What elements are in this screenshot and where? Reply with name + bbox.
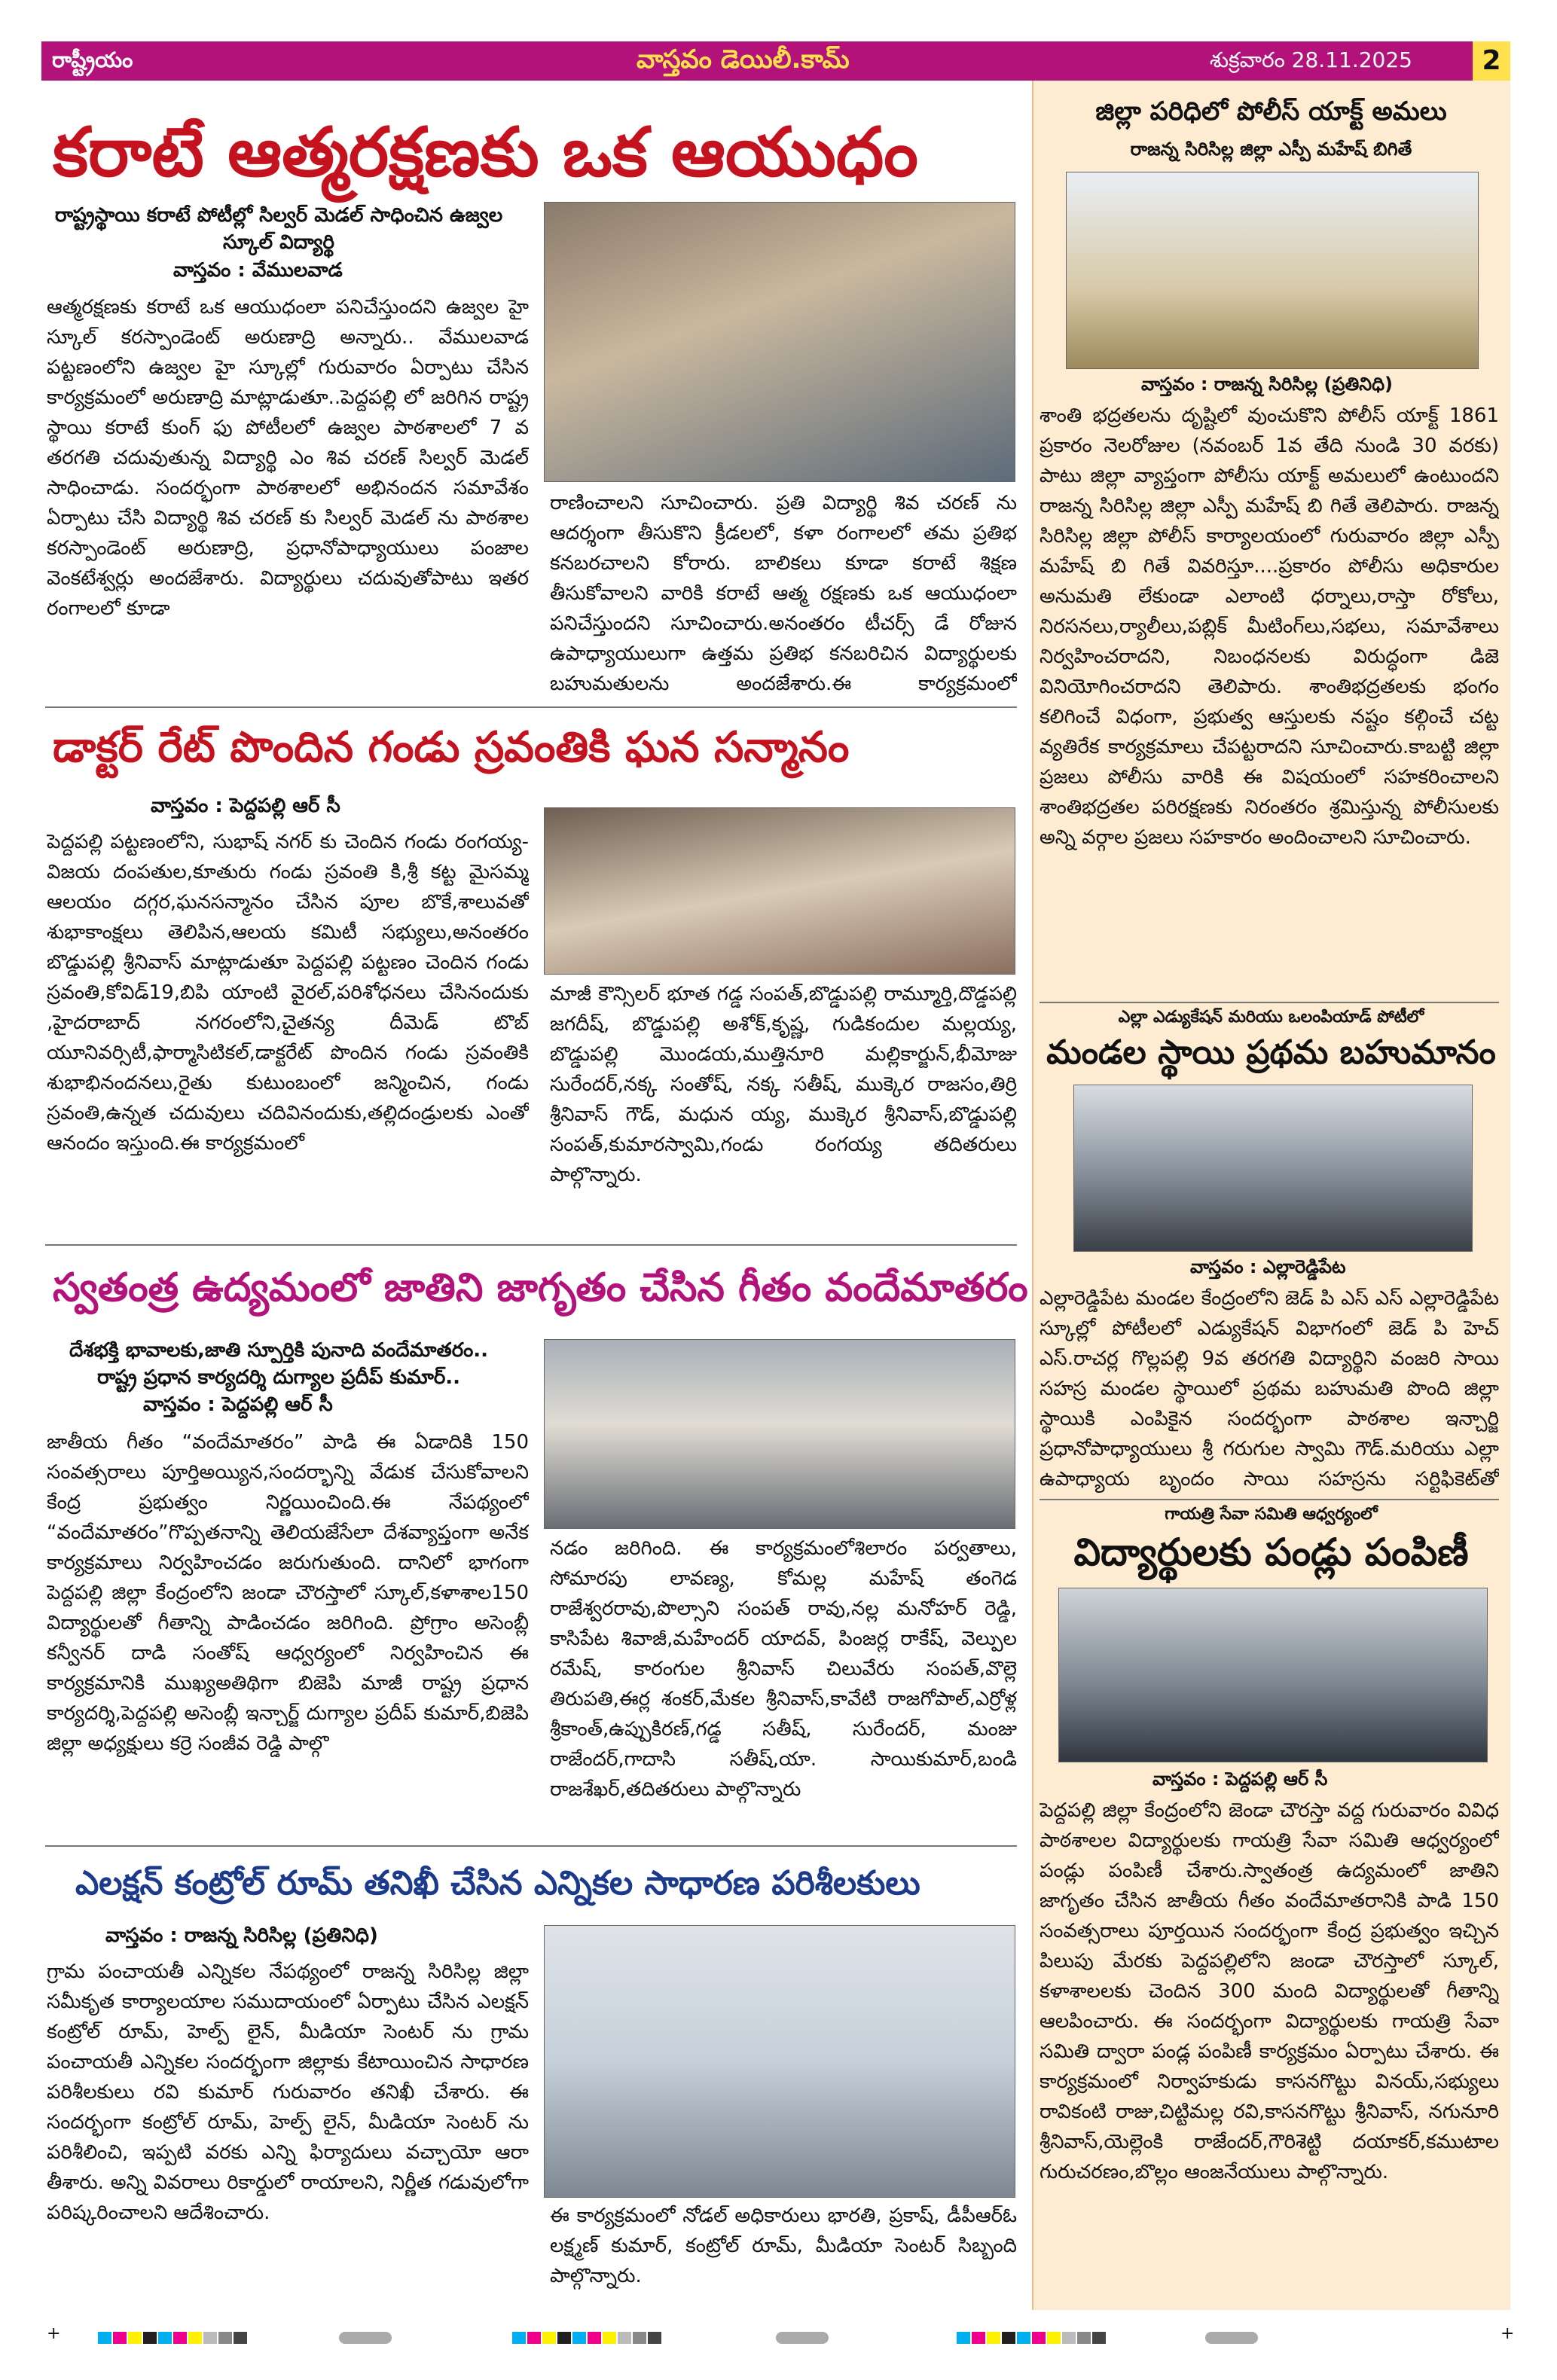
color-bar-swatch [1017, 2332, 1030, 2344]
color-bar-swatch [588, 2332, 601, 2344]
registration-pill [1205, 2332, 1258, 2344]
color-bar-swatch [972, 2332, 985, 2344]
story5-dateline: వాస్తవం : రాజన్న సిరిసిల్ల (ప్రతినిధి) [1141, 374, 1394, 395]
story-divider [1040, 1002, 1499, 1003]
section-label: రాష్ట్రీయం [52, 47, 133, 72]
story4-headline: ఎలక్షన్ కంట్రోల్ రూమ్ తనిఖీ చేసిన ఎన్నికల సాధారణ పరిశీలకులు [75, 1864, 920, 1902]
story-divider [45, 1244, 1017, 1246]
story3-subhead: దేశభక్తి భావాలకు,జాతి స్పూర్తికి పునాది వందేమాతరం.. రాష్ట్ర ప్రధాన కార్యదర్శి దుగ్యాల ప్రదీప్ కుమార్.. [69, 1339, 489, 1389]
story3-headline: స్వతంత్ర ఉద్యమంలో జాతిని జాగృతం చేసిన గీతం వందేమాతరం [53, 1265, 1028, 1311]
story4-col2: ఈ కార్యక్రమంలో నోడల్ అధికారులు భారతి, ప్రకాష్, డీపీఆర్ఓ లక్ష్మణ్ కుమార్, కంట్రోల్ రూమ్, మీడియా సెంటర్ సిబ్బంది పాల్గొన్నారు. [550, 2205, 1017, 2287]
story4-dateline: వాస్తవం : రాజన్న సిరిసిల్ల (ప్రతినిధి) [105, 1924, 378, 1947]
color-bar-swatch [98, 2332, 111, 2344]
page-number: 2 [1473, 41, 1510, 81]
color-bar-swatch [1032, 2332, 1046, 2344]
color-bars [0, 2329, 1557, 2348]
color-bar-swatch [1092, 2332, 1106, 2344]
story2-dateline: వాస్తవం : పెద్దపల్లి ఆర్ సీ [151, 795, 340, 817]
story5-headline: జిల్లా పరిధిలో పోలీస్ యాక్ట్ అమలు [1095, 96, 1447, 127]
color-bar-swatch [527, 2332, 541, 2344]
story1-col2: రాణించాలని సూచించారు. ప్రతి విద్యార్థి శివ చరణ్ ను ఆదర్శంగా తీసుకొని క్రీడలలో, కళా రంగాలలో తమ ప్రతిభ కనబరచాలని కోరారు. బాలికలు కూడా కరాటే శిక్షణ తీసుకోవాలని వారికి కరాటే ఆత్మ రక్షణకు ఒక ఆయుధంలా పనిచేస్తుందని సూచించారు.అనంతరం టీచర్స్ డే రోజున ఉపాధ్యాయులుగా ఉత్తమ ప్రతిభ కనబరిచిన విద్యార్థులకు బహుమతులను అందజేశారు.ఈ కార్యక్రమంలో [550, 492, 1017, 695]
issue-date: శుక్రవారం 28.11.2025 [1209, 47, 1412, 72]
color-bar-swatch [557, 2332, 571, 2344]
color-bar-swatch [143, 2332, 157, 2344]
color-bar-swatch [203, 2332, 217, 2344]
story5-body: శాంతి భద్రతలను దృష్టిలో వుంచుకొని పోలీస్ యాక్ట్ 1861 ప్రకారం నెలరోజుల (నవంబర్ 1వ తేది నుండి 30 వరకు) పాటు జిల్లా వ్యాప్తంగా పోలీసు యాక్ట్ అమలులో ఉంటుందని రాజన్న సిరిసిల్ల జిల్లా ఎస్పీ మహేష్ బి గితే తెలిపారు. రాజన్న సిరిసిల్ల జిల్లా పోలీస్ కార్యాలయంలో గురువారం జిల్లా ఎస్పీ మహేష్ బి గితే వివరిస్తూ....ప్రకారం పోలీసు అధికారుల అనుమతి లేకుండా ఎలాంటి ధర్నాలు,రాస్తా రోకోలు, నిరసనలు,ర్యాలీలు,పబ్లిక్ మీటింగ్‌లు,సభలు, సమావేశాలు నిర్వహించరాదని, నిబంధనలకు విరుద్ధంగా డిజె వినియోగించరాదని తెలిపారు. శాంతిభద్రతలకు భంగం కలిగించే విధంగా, ప్రభుత్వ ఆస్తులకు నష్టం కల్గించే చట్ట వ్యతిరేక కార్యక్రమాలు చేపట్టరాదని సూచించారు.కాబట్టి జిల్లా ప్రజలు పోలీసు వారికి ఈ విషయంలో సహకరించాలని శాంతిభద్రతల పరిరక్షణకు నిరంతరం శ్రమిస్తున్న పోలీసులకు అన్ని వర్గాల ప్రజలు సహకారం అందించాలని సూచించారు. [1040, 404, 1499, 849]
story6-dateline: వాస్తవం : ఎల్లారెడ్డిపేట [1190, 1256, 1346, 1277]
color-bar-swatch [1002, 2332, 1015, 2344]
color-bar-swatch [542, 2332, 556, 2344]
registration-pill [776, 2332, 829, 2344]
story4-col1: గ్రామ పంచాయతీ ఎన్నికల నేపథ్యంలో రాజన్న సిరిసిల్ల జిల్లా సమీకృత కార్యాలయాల సముదాయంలో ఏర్పాటు చేసిన ఎలక్షన్ కంట్రోల్ రూమ్, హెల్ప్ లైన్, మీడియా సెంటర్ ను గ్రామ పంచాయతీ ఎన్నికల సందర్భంగా జిల్లాకు కేటాయించిన సాధారణ పరిశీలకులు రవి కుమార్ గురువారం తనిఖీ చేశారు. ఈ సందర్భంగా కంట్రోల్ రూమ్, హెల్ప్ లైన్, మీడియా సెంటర్ ను పరిశీలించి, ఇప్పటి వరకు ఎన్ని ఫిర్యాదులు వచ్చాయో ఆరా తీశారు. అన్ని వివరాలు రికార్డులో రాయాలని, నిర్ణీత గడువులోగా పరిష్కరించాలని ఆదేశించారు. [47, 1960, 529, 2224]
color-bar-swatch [603, 2332, 616, 2344]
story7-headline: విద్యార్థులకు పండ్లు పంపిణీ [1073, 1530, 1469, 1574]
color-bar-swatch [572, 2332, 586, 2344]
story4-photo [544, 1925, 1015, 2198]
story5-subhead: రాజన్న సిరిసిల్ల జిల్లా ఎస్పీ మహేష్ బిగితే [1130, 139, 1412, 160]
story5-photo [1066, 172, 1479, 369]
story3-col2: నడం జరిగింది. ఈ కార్యక్రమంలోశిలారం పర్వతాలు, సోమారపు లావణ్య, కోమల్ల మహేష్ తంగెడ రాజేశ్వరరావు,పొల్సాని సంపత్ రావు,నల్ల మనోహర్ రెడ్డి, కాసిపేట శివాజీ,మహేందర్ యాదవ్, పింజర్ల రాకేష్, వెల్పుల రమేష్, కారంగుల శ్రీనివాస్ చిలువేరు సంపత్,వొల్లె తిరుపతి,ఈర్ల శంకర్,మేకల శ్రీనివాస్,కావేటి రాజగోపాల్,ఎర్రోళ్ల శ్రీకాంత్,ఉప్పుకిరణ్,గడ్డ సతీష్, సురేందర్, మంజు రాజేందర్,గాదాసి సతీష్,యా. సాయికుమార్,బండి రాజశేఖర్,తదితరులు పాల్గొన్నారు [550, 1537, 1017, 1801]
color-bar-swatch [957, 2332, 970, 2344]
story2-col2: మాజీ కౌన్సిలర్ భూత గడ్డ సంపత్,బొడ్డుపల్లి రామ్మూర్తి,దొడ్డపల్లి జగదీష్, బొడ్డుపల్లి అశోక్,కృష్ణ, గుడికందుల మల్లయ్య, బొడ్డుపల్లి మొండయ,ముత్తినూరి మల్లికార్జున్,భీమోజు సురేందర్,నక్క సంతోష్, నక్క సతీష్, ముక్కెర రాజసం,తిర్రి శ్రీనివాస్ గౌడ్, మధున య్య, ముక్కెర శ్రీనివాస్,బొడ్డుపల్లి సంపత్,కుమారస్వామి,గండు రంగయ్య తదితరులు పాల్గొన్నారు. [550, 983, 1017, 1186]
story6-photo [1073, 1085, 1473, 1252]
story6-body: ఎల్లారెడ్డిపేట మండల కేంద్రంలోని జెడ్ పి ఎస్ ఎస్ ఎల్లారెడ్డిపేట స్కూల్లో పోటీలలో ఎడ్యుకేషన్ విభాగంలో జెడ్ పి హెచ్ ఎస్.రాచర్ల గొల్లపల్లి 9వ తరగతి విద్యార్థిని వంజరి సాయి సహస్ర మండల స్థాయిలో ప్రథమ బహుమతి పొంది జిల్లా స్థాయికి ఎంపికైన సందర్భంగా పాఠశాల ఇన్చార్జి ప్రధానోపాధ్యాయులు శ్రీ గరుగుల స్వామి గౌడ్.మరియు ఎల్లా ఉపాధ్యాయ బృందం సాయి సహస్రను సర్టిఫికెట్‌తో [1040, 1287, 1499, 1491]
story2-headline: డాక్టర్ రేట్ పొందిన గండు స్రవంతికి ఘన సన్మానం [53, 723, 850, 772]
story7-dateline: వాస్తవం : పెద్దపల్లి ఆర్ సీ [1152, 1768, 1328, 1790]
story2-col1: పెద్దపల్లి పట్టణంలోని, సుభాష్ నగర్ కు చెందిన గండు రంగయ్య- విజయ దంపతుల,కూతురు గండు స్రవంతి కి,శ్రీ కట్ట మైసమ్మ ఆలయం దగ్గర,ఘనసన్మానం చేసిన పూల బొకే,శాలువతో శుభాకాంక్షలు తెలిపిన,ఆలయ కమిటీ సభ్యులు,అనంతరం బొడ్డుపల్లి శ్రీనివాస్ మాట్లాడుతూ పెద్దపల్లి పట్టణం చెందిన గండు స్రవంతి,కోవిడ్19,బిపి యాంటి వైరల్,పరిశోధనలు చేసినందుకు ,హైదరాబాద్ నగరంలోని,చైతన్య దీమెడ్ టొబ్ యూనివర్సిటీ,ఫార్మాసిటికల్,డాక్టరేట్ పొందిన గండు స్రవంతికి శుభాభినందనలు,రైతు కుటుంబంలో జన్మించిన, గండు స్రవంతి,ఉన్నత చదువులు చదివినందుకు,తల్లిదండ్రులకు ఎంతో ఆనందం ఇస్తుంది.ఈ కార్యక్రమంలో [47, 831, 529, 1155]
color-bar-swatch [113, 2332, 127, 2344]
story1-dateline: వాస్తవం : వేములవాడ [173, 259, 343, 282]
color-bar-swatch [648, 2332, 661, 2344]
story6-kicker: ఎల్లా ఎడ్యుకేషన్ మరియు ఒలంపియాడ్ పోటీలో [1118, 1008, 1424, 1027]
story3-col1: జాతీయ గీతం “వందేమాతరం” పాడి ఈ ఏడాదికి 150 సంవత్సరాలు పూర్తిఅయ్యిన,సందర్భాన్ని వేడుక చేసుకోవాలని కేంద్ర ప్రభుత్వం నిర్ణయించింది.ఈ నేపథ్యంలో “వందేమాతరం”గొప్పతనాన్ని తెలియజేసేలా దేశవ్యాప్తంగా అనేక కార్యక్రమాలు నిర్వహించడం జరుగుతుంది. దానిలో భాగంగా పెద్దపల్లి జిల్లా కేంద్రంలోని జండా చౌరస్తాలో స్కూల్,కళాశాల150 విద్యార్థులతో గీతాన్ని పాడించడం జరిగింది. ప్రోగ్రాం అసెంబ్లీ కన్వీనర్ దాడి సంతోష్ ఆధ్వర్యంలో నిర్వహించిన ఈ కార్యక్రమానికి ముఖ్యఅతిథిగా బిజెపి మాజీ రాష్ట్ర ప్రధాన కార్యదర్శి,పెద్దపల్లి అసెంబ్లీ ఇన్చార్జ్ దుగ్యాల ప్రదీప్ కుమార్,బిజెపి జిల్లా అధ్యక్షులు కర్రె సంజీవ రెడ్డి పాల్గొ [47, 1431, 529, 1755]
color-bar-swatch [128, 2332, 142, 2344]
color-bar-swatch [173, 2332, 187, 2344]
story-divider [45, 1845, 1017, 1847]
registration-pill [339, 2332, 392, 2344]
color-bar-swatch [1047, 2332, 1061, 2344]
story7-photo [1058, 1588, 1488, 1762]
story1-col1: ఆత్మరక్షణకు కరాటే ఒక ఆయుధంలా పనిచేస్తుందని ఉజ్వల హై స్కూల్ కరస్పాండెంట్ అరుణాద్రి అన్నారు.. వేములవాడ పట్టణంలోని ఉజ్వల హై స్కూల్లో గురువారం ఏర్పాటు చేసిన కార్యక్రమంలో అరుణాద్రి మాట్లాడుతూ..పెద్దపల్లి లో జరిగిన రాష్ట్ర స్థాయి కరాటే కుంగ్ ఫు పోటీలలో ఉజ్వల పాఠశాలలో 7 వ తరగతి చదువుతున్న విద్యార్థి ఎం శివ చరణ్ సిల్వర్ మెడల్ సాధించాడు. సందర్భంగా పాఠశాలలో అభినందన సమావేశం ఏర్పాటు చేసి విద్యార్థి శివ చరణ్ కు సిల్వర్ మెడల్ ను పాఠశాల కరస్పాండెంట్ అరుణాద్రి, ప్రధానోపాధ్యాయులు పంజాల వెంకటేశ్వర్లు అందజేశారు. విద్యార్థులు చదువుతోపాటు ఇతర రంగాలలో కూడా [47, 296, 529, 620]
story6-headline: మండల స్థాయి ప్రథమ బహుమానం [1046, 1033, 1496, 1072]
color-bar-swatch [158, 2332, 172, 2344]
brand-logo: వాస్తవం డెయిలీ.కామ్ [637, 44, 850, 75]
color-bar-swatch [1062, 2332, 1076, 2344]
story2-photo [544, 807, 1015, 975]
color-bar-swatch [188, 2332, 202, 2344]
story-divider [1040, 1499, 1499, 1500]
color-bar-swatch [618, 2332, 631, 2344]
color-bar-swatch [234, 2332, 247, 2344]
story1-subhead: రాష్ట్రస్థాయి కరాటే పోటీల్లో సిల్వర్ మెడల్ సాధించిన ఉజ్వల స్కూల్ విద్యార్థి [54, 204, 503, 254]
story1-photo [544, 202, 1015, 482]
color-bar-swatch [633, 2332, 646, 2344]
story7-body: పెద్దపల్లి జిల్లా కేంద్రంలోని జెండా చౌరస్తా వద్ద గురువారం వివిధ పాఠశాలల విద్యార్థులకు గాయత్రి సేవా సమితి ఆధ్వర్యంలో పండ్లు పంపిణీ చేశారు.స్వాతంత్ర ఉద్యమంలో జాతిని జాగృతం చేసిన జాతీయ గీతం వందేమాతరానికి పాడి 150 సంవత్సరాలు పూర్తయిన సందర్భంగా కేంద్ర ప్రభుత్వం ఇచ్చిన పిలుపు మేరకు పెద్దపల్లిలోని జండా చౌరస్తాలో స్కూల్, కళాశాలలకు చెందిన 300 మంది విద్యార్థులతో గీతాన్ని ఆలపించారు. ఈ సందర్భంగా విద్యార్థులకు గాయత్రి సేవా సమితి ద్వారా పండ్ల పంపిణీ కార్యక్రమం ఏర్పాటు చేశారు. ఈ కార్యక్రమంలో నిర్వాహకుడు కాసనగొట్టు వినయ్,సభ్యులు రావికంటి రాజు,చిట్టిమల్ల రవి,కాసనగొట్టు శ్రీనివాస్, నగునూరి శ్రీనివాస్,యెల్లెంకి రాజేందర్,గౌరిశెట్టి దయాకర్,కముటాల గురుచరణం,బొల్లం ఆంజనేయులు పాల్గొన్నారు. [1040, 1799, 1499, 2183]
color-bar-swatch [218, 2332, 232, 2344]
story1-headline: కరాటే ఆత్మరక్షణకు ఒక ఆయుధం [53, 113, 918, 192]
story3-dateline: వాస్తవం : పెద్దపల్లి ఆర్ సీ [143, 1393, 333, 1416]
story3-photo [544, 1339, 1015, 1529]
color-bar-swatch [987, 2332, 1000, 2344]
color-bar-swatch [512, 2332, 526, 2344]
masthead-bar [41, 41, 1473, 81]
registration-mark: + [1501, 2324, 1515, 2343]
story7-kicker: గాయత్రి సేవా సమితి ఆధ్వర్యంలో [1165, 1505, 1378, 1524]
story-divider [45, 706, 1017, 708]
color-bar-swatch [1077, 2332, 1091, 2344]
registration-mark: + [47, 2324, 61, 2343]
